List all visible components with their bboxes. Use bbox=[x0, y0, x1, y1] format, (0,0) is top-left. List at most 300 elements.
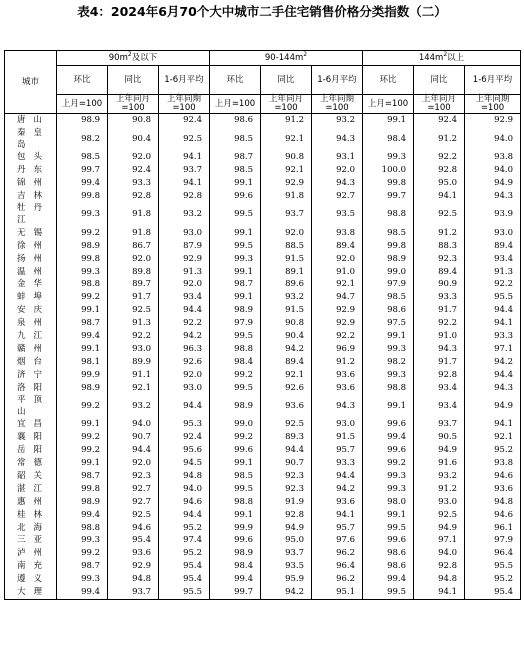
index-value: 99.5 bbox=[210, 202, 261, 226]
index-value: 98.5 bbox=[57, 151, 108, 164]
index-value: 92.8 bbox=[261, 508, 312, 521]
index-value: 90.4 bbox=[261, 330, 312, 343]
index-value: 94.9 bbox=[261, 521, 312, 534]
index-value: 93.0 bbox=[414, 495, 465, 508]
index-value: 92.4 bbox=[108, 164, 159, 177]
index-value: 91.5 bbox=[312, 431, 363, 444]
index-value: 95.5 bbox=[159, 586, 210, 599]
index-value: 91.0 bbox=[312, 265, 363, 278]
index-value: 89.4 bbox=[261, 355, 312, 368]
table-row bbox=[5, 151, 521, 164]
table-row bbox=[5, 381, 521, 394]
table-row bbox=[5, 547, 521, 560]
city-name: 襄阳 bbox=[5, 431, 57, 444]
index-value: 99.6 bbox=[363, 534, 414, 547]
index-value: 91.7 bbox=[414, 304, 465, 317]
city-name: 湛江 bbox=[5, 482, 57, 495]
table-row bbox=[5, 226, 521, 239]
index-value: 94.1 bbox=[465, 317, 521, 330]
index-value: 94.9 bbox=[414, 521, 465, 534]
index-value: 93.6 bbox=[312, 495, 363, 508]
city-name: 徐州 bbox=[5, 239, 57, 252]
index-value: 99.8 bbox=[363, 239, 414, 252]
city-name: 温州 bbox=[5, 265, 57, 278]
city-name: 南充 bbox=[5, 560, 57, 573]
index-value: 92.1 bbox=[312, 278, 363, 291]
index-value: 94.6 bbox=[465, 470, 521, 483]
city-column-header: 城市 bbox=[5, 51, 57, 114]
city-name: 韶关 bbox=[5, 470, 57, 483]
index-value: 91.8 bbox=[108, 226, 159, 239]
index-value: 94.2 bbox=[465, 355, 521, 368]
table-row bbox=[5, 317, 521, 330]
index-value: 93.6 bbox=[108, 547, 159, 560]
table-row bbox=[5, 470, 521, 483]
city-name: 秦皇岛 bbox=[5, 127, 57, 151]
index-value: 95.2 bbox=[465, 444, 521, 457]
index-value: 98.0 bbox=[363, 495, 414, 508]
city-name: 吉林 bbox=[5, 190, 57, 203]
base-label-yoy: 上年同月=100 bbox=[261, 95, 312, 114]
index-value: 91.2 bbox=[261, 114, 312, 127]
index-value: 98.7 bbox=[57, 317, 108, 330]
index-value: 99.5 bbox=[210, 482, 261, 495]
index-value: 95.7 bbox=[312, 521, 363, 534]
city-name: 常德 bbox=[5, 457, 57, 470]
index-value: 92.0 bbox=[108, 457, 159, 470]
index-value: 92.1 bbox=[261, 368, 312, 381]
index-value: 98.6 bbox=[363, 560, 414, 573]
index-value: 92.9 bbox=[159, 252, 210, 265]
index-value: 99.1 bbox=[210, 457, 261, 470]
index-value: 99.4 bbox=[363, 431, 414, 444]
index-value: 95.2 bbox=[159, 521, 210, 534]
index-value: 94.3 bbox=[312, 177, 363, 190]
index-value: 99.2 bbox=[57, 444, 108, 457]
index-value: 98.7 bbox=[210, 278, 261, 291]
index-value: 99.9 bbox=[210, 521, 261, 534]
city-name: 锦州 bbox=[5, 177, 57, 190]
index-value: 92.9 bbox=[312, 304, 363, 317]
index-value: 99.1 bbox=[210, 226, 261, 239]
index-value: 93.6 bbox=[312, 381, 363, 394]
index-value: 98.5 bbox=[210, 164, 261, 177]
index-value: 99.4 bbox=[57, 177, 108, 190]
index-value: 99.1 bbox=[363, 508, 414, 521]
index-value: 90.8 bbox=[261, 317, 312, 330]
index-value: 97.9 bbox=[363, 278, 414, 291]
table-row bbox=[5, 330, 521, 343]
index-value: 95.1 bbox=[312, 586, 363, 599]
table-row bbox=[5, 291, 521, 304]
subheader-yoy: 同比 bbox=[108, 66, 159, 95]
table-row bbox=[5, 368, 521, 381]
index-value: 93.4 bbox=[465, 252, 521, 265]
index-value: 99.6 bbox=[210, 190, 261, 203]
index-value: 99.2 bbox=[57, 547, 108, 560]
index-value: 92.2 bbox=[414, 317, 465, 330]
index-value: 99.2 bbox=[363, 457, 414, 470]
index-value: 95.5 bbox=[465, 560, 521, 573]
index-value: 99.8 bbox=[57, 190, 108, 203]
index-value: 99.7 bbox=[210, 586, 261, 599]
index-value: 91.3 bbox=[159, 265, 210, 278]
table-row bbox=[5, 265, 521, 278]
index-value: 95.2 bbox=[159, 547, 210, 560]
index-value: 93.8 bbox=[465, 457, 521, 470]
index-value: 93.6 bbox=[312, 368, 363, 381]
index-value: 99.1 bbox=[210, 265, 261, 278]
index-value: 93.2 bbox=[108, 394, 159, 418]
index-value: 92.0 bbox=[159, 368, 210, 381]
index-value: 93.7 bbox=[261, 547, 312, 560]
index-value: 91.6 bbox=[414, 457, 465, 470]
base-label-yoy: 上年同月=100 bbox=[414, 95, 465, 114]
index-value: 98.5 bbox=[363, 226, 414, 239]
index-value: 98.6 bbox=[363, 547, 414, 560]
table-row bbox=[5, 164, 521, 177]
city-name: 遵义 bbox=[5, 573, 57, 586]
index-value: 93.6 bbox=[465, 482, 521, 495]
index-value: 91.7 bbox=[108, 291, 159, 304]
table-row bbox=[5, 444, 521, 457]
table-header bbox=[5, 51, 521, 114]
index-value: 92.1 bbox=[261, 127, 312, 151]
index-value: 92.5 bbox=[159, 127, 210, 151]
index-value: 92.5 bbox=[261, 418, 312, 431]
index-value: 95.0 bbox=[261, 534, 312, 547]
index-value: 94.8 bbox=[414, 573, 465, 586]
index-value: 99.1 bbox=[210, 291, 261, 304]
index-value: 92.1 bbox=[108, 381, 159, 394]
index-value: 94.2 bbox=[261, 586, 312, 599]
index-value: 97.9 bbox=[465, 534, 521, 547]
index-value: 92.8 bbox=[414, 560, 465, 573]
index-value: 93.4 bbox=[414, 394, 465, 418]
index-value: 99.3 bbox=[57, 534, 108, 547]
table-row bbox=[5, 482, 521, 495]
group-header-small: $90m^2$及以下 bbox=[57, 51, 210, 66]
index-value: 94.0 bbox=[108, 418, 159, 431]
index-value: 99.4 bbox=[210, 573, 261, 586]
index-value: 98.8 bbox=[210, 495, 261, 508]
index-value: 98.4 bbox=[363, 127, 414, 151]
table-row bbox=[5, 190, 521, 203]
index-value: 94.8 bbox=[159, 470, 210, 483]
index-value: 92.3 bbox=[414, 252, 465, 265]
index-value: 94.3 bbox=[312, 394, 363, 418]
city-name: 九江 bbox=[5, 330, 57, 343]
index-value: 98.5 bbox=[210, 127, 261, 151]
city-name: 泉州 bbox=[5, 317, 57, 330]
index-value: 93.0 bbox=[108, 342, 159, 355]
city-name: 济宁 bbox=[5, 368, 57, 381]
city-name: 丹东 bbox=[5, 164, 57, 177]
index-value: 97.1 bbox=[465, 342, 521, 355]
index-value: 99.3 bbox=[363, 368, 414, 381]
index-value: 93.0 bbox=[159, 226, 210, 239]
table-row bbox=[5, 418, 521, 431]
index-value: 91.1 bbox=[108, 368, 159, 381]
index-value: 94.3 bbox=[465, 381, 521, 394]
index-value: 96.2 bbox=[312, 547, 363, 560]
index-value: 99.3 bbox=[363, 342, 414, 355]
index-value: 90.8 bbox=[261, 151, 312, 164]
index-value: 95.4 bbox=[159, 560, 210, 573]
index-value: 91.7 bbox=[414, 355, 465, 368]
city-name: 烟台 bbox=[5, 355, 57, 368]
index-value: 94.1 bbox=[414, 586, 465, 599]
index-value: 94.0 bbox=[414, 547, 465, 560]
index-value: 93.3 bbox=[414, 291, 465, 304]
index-value: 92.2 bbox=[108, 330, 159, 343]
index-value: 95.4 bbox=[108, 534, 159, 547]
city-name: 桂林 bbox=[5, 508, 57, 521]
index-value: 87.9 bbox=[159, 239, 210, 252]
index-value: 96.9 bbox=[312, 342, 363, 355]
base-label-mom: 上月=100 bbox=[57, 95, 108, 114]
city-name: 宜昌 bbox=[5, 418, 57, 431]
index-value: 93.3 bbox=[312, 457, 363, 470]
index-value: 92.8 bbox=[414, 368, 465, 381]
index-value: 94.8 bbox=[108, 573, 159, 586]
index-value: 94.3 bbox=[414, 342, 465, 355]
index-value: 89.6 bbox=[261, 278, 312, 291]
city-name: 洛阳 bbox=[5, 381, 57, 394]
index-value: 92.8 bbox=[414, 164, 465, 177]
index-value: 92.3 bbox=[108, 470, 159, 483]
index-value: 92.0 bbox=[159, 278, 210, 291]
index-value: 93.6 bbox=[261, 394, 312, 418]
index-value: 93.7 bbox=[414, 418, 465, 431]
subheader-mom: 环比 bbox=[363, 66, 414, 95]
index-value: 99.3 bbox=[363, 470, 414, 483]
index-value: 94.6 bbox=[108, 521, 159, 534]
index-value: 92.1 bbox=[465, 431, 521, 444]
index-value: 91.8 bbox=[261, 190, 312, 203]
index-value: 94.1 bbox=[159, 177, 210, 190]
index-value: 94.6 bbox=[465, 508, 521, 521]
index-value: 99.7 bbox=[363, 190, 414, 203]
city-name: 北海 bbox=[5, 521, 57, 534]
index-value: 92.9 bbox=[108, 560, 159, 573]
index-value: 99.0 bbox=[363, 265, 414, 278]
table-row bbox=[5, 457, 521, 470]
index-value: 99.1 bbox=[57, 457, 108, 470]
subheader-avg: 1-6月平均 bbox=[465, 66, 521, 95]
index-value: 92.5 bbox=[414, 202, 465, 226]
table-row bbox=[5, 127, 521, 151]
index-value: 99.3 bbox=[363, 151, 414, 164]
index-value: 93.3 bbox=[465, 330, 521, 343]
subheader-mom: 环比 bbox=[210, 66, 261, 95]
index-value: 98.4 bbox=[210, 560, 261, 573]
index-value: 89.4 bbox=[465, 239, 521, 252]
base-label-avg: 上年同期=100 bbox=[465, 95, 521, 114]
index-value: 99.5 bbox=[210, 239, 261, 252]
index-value: 99.2 bbox=[57, 394, 108, 418]
index-value: 95.2 bbox=[465, 573, 521, 586]
city-name: 三亚 bbox=[5, 534, 57, 547]
index-value: 92.4 bbox=[159, 114, 210, 127]
index-value: 90.4 bbox=[108, 127, 159, 151]
index-value: 88.3 bbox=[414, 239, 465, 252]
index-value: 94.4 bbox=[159, 394, 210, 418]
index-value: 93.0 bbox=[465, 226, 521, 239]
table-row bbox=[5, 355, 521, 368]
table-row bbox=[5, 534, 521, 547]
city-name: 无锡 bbox=[5, 226, 57, 239]
city-name: 泸州 bbox=[5, 547, 57, 560]
index-value: 91.5 bbox=[261, 304, 312, 317]
index-value: 86.7 bbox=[108, 239, 159, 252]
index-value: 99.1 bbox=[210, 177, 261, 190]
index-value: 95.5 bbox=[465, 291, 521, 304]
index-value: 92.0 bbox=[312, 252, 363, 265]
index-value: 98.7 bbox=[57, 560, 108, 573]
index-value: 99.5 bbox=[210, 381, 261, 394]
index-value: 90.7 bbox=[261, 457, 312, 470]
index-value: 93.4 bbox=[414, 381, 465, 394]
index-value: 94.7 bbox=[312, 291, 363, 304]
index-value: 94.4 bbox=[261, 444, 312, 457]
index-value: 99.2 bbox=[210, 431, 261, 444]
city-name: 扬州 bbox=[5, 252, 57, 265]
table-row bbox=[5, 508, 521, 521]
index-value: 89.9 bbox=[108, 355, 159, 368]
index-value: 92.6 bbox=[159, 355, 210, 368]
base-label-avg: 上年同期=100 bbox=[159, 95, 210, 114]
index-value: 94.9 bbox=[465, 394, 521, 418]
index-value: 98.8 bbox=[363, 381, 414, 394]
index-value: 98.7 bbox=[57, 470, 108, 483]
table-row bbox=[5, 304, 521, 317]
index-value: 93.5 bbox=[312, 202, 363, 226]
index-value: 96.2 bbox=[312, 573, 363, 586]
index-value: 99.4 bbox=[57, 330, 108, 343]
index-value: 98.9 bbox=[57, 381, 108, 394]
subheader-avg: 1-6月平均 bbox=[312, 66, 363, 95]
index-value: 100.0 bbox=[363, 164, 414, 177]
index-value: 92.9 bbox=[465, 114, 521, 127]
index-value: 92.0 bbox=[108, 252, 159, 265]
index-value: 99.3 bbox=[363, 482, 414, 495]
index-value: 99.1 bbox=[363, 394, 414, 418]
index-value: 94.4 bbox=[159, 508, 210, 521]
index-value: 98.5 bbox=[210, 470, 261, 483]
index-value: 93.0 bbox=[159, 381, 210, 394]
index-value: 99.8 bbox=[363, 177, 414, 190]
index-value: 94.4 bbox=[465, 304, 521, 317]
city-name: 唐山 bbox=[5, 114, 57, 127]
index-value: 94.6 bbox=[159, 495, 210, 508]
index-value: 92.3 bbox=[261, 470, 312, 483]
index-value: 98.6 bbox=[210, 114, 261, 127]
index-value: 93.5 bbox=[261, 560, 312, 573]
table-body bbox=[5, 114, 521, 600]
index-value: 95.7 bbox=[312, 444, 363, 457]
index-value: 99.3 bbox=[57, 573, 108, 586]
index-value: 98.9 bbox=[210, 547, 261, 560]
index-value: 92.0 bbox=[261, 226, 312, 239]
index-value: 96.3 bbox=[159, 342, 210, 355]
index-value: 99.8 bbox=[57, 252, 108, 265]
table-row bbox=[5, 177, 521, 190]
index-value: 96.4 bbox=[465, 547, 521, 560]
index-value: 94.4 bbox=[108, 444, 159, 457]
table-row bbox=[5, 495, 521, 508]
index-value: 92.6 bbox=[261, 381, 312, 394]
index-value: 92.3 bbox=[261, 482, 312, 495]
index-value: 99.2 bbox=[210, 368, 261, 381]
index-value: 93.2 bbox=[261, 291, 312, 304]
table-row bbox=[5, 278, 521, 291]
index-value: 98.8 bbox=[363, 202, 414, 226]
index-value: 99.1 bbox=[57, 418, 108, 431]
index-value: 94.4 bbox=[465, 368, 521, 381]
table-title: 表4：2024年6月70个大中城市二手住宅销售价格分类指数（二） bbox=[77, 4, 447, 19]
index-value: 98.9 bbox=[57, 114, 108, 127]
index-value: 99.7 bbox=[57, 164, 108, 177]
index-value: 99.1 bbox=[57, 304, 108, 317]
price-index-table bbox=[4, 50, 521, 600]
index-value: 99.3 bbox=[210, 252, 261, 265]
index-value: 92.5 bbox=[108, 304, 159, 317]
index-value: 99.2 bbox=[57, 431, 108, 444]
index-value: 99.2 bbox=[57, 291, 108, 304]
index-value: 95.9 bbox=[261, 573, 312, 586]
subheader-mom: 环比 bbox=[57, 66, 108, 95]
index-value: 89.3 bbox=[261, 431, 312, 444]
table-row bbox=[5, 202, 521, 226]
index-value: 99.8 bbox=[57, 482, 108, 495]
table-row bbox=[5, 342, 521, 355]
index-value: 88.5 bbox=[261, 239, 312, 252]
index-value: 92.5 bbox=[414, 508, 465, 521]
index-value: 92.5 bbox=[108, 508, 159, 521]
index-value: 89.1 bbox=[261, 265, 312, 278]
index-value: 98.8 bbox=[57, 521, 108, 534]
index-value: 92.2 bbox=[312, 330, 363, 343]
city-name: 金华 bbox=[5, 278, 57, 291]
index-value: 99.4 bbox=[363, 573, 414, 586]
subheader-avg: 1-6月平均 bbox=[159, 66, 210, 95]
index-value: 98.9 bbox=[57, 239, 108, 252]
index-value: 93.8 bbox=[465, 151, 521, 164]
table-row bbox=[5, 252, 521, 265]
index-value: 92.2 bbox=[414, 151, 465, 164]
index-value: 98.8 bbox=[210, 342, 261, 355]
index-value: 93.7 bbox=[261, 202, 312, 226]
index-value: 98.8 bbox=[57, 278, 108, 291]
city-name: 大理 bbox=[5, 586, 57, 599]
index-value: 92.9 bbox=[312, 317, 363, 330]
index-value: 94.2 bbox=[261, 342, 312, 355]
city-name: 牡丹江 bbox=[5, 202, 57, 226]
index-value: 99.1 bbox=[57, 342, 108, 355]
index-value: 99.1 bbox=[363, 114, 414, 127]
index-value: 94.1 bbox=[465, 418, 521, 431]
city-name: 安庆 bbox=[5, 304, 57, 317]
table-row bbox=[5, 239, 521, 252]
index-value: 99.4 bbox=[57, 508, 108, 521]
index-value: 92.9 bbox=[261, 177, 312, 190]
group-header-large: $144m^2$以上 bbox=[363, 51, 521, 66]
index-value: 89.4 bbox=[312, 239, 363, 252]
index-value: 92.2 bbox=[465, 278, 521, 291]
index-value: 91.9 bbox=[261, 495, 312, 508]
index-value: 99.6 bbox=[210, 534, 261, 547]
